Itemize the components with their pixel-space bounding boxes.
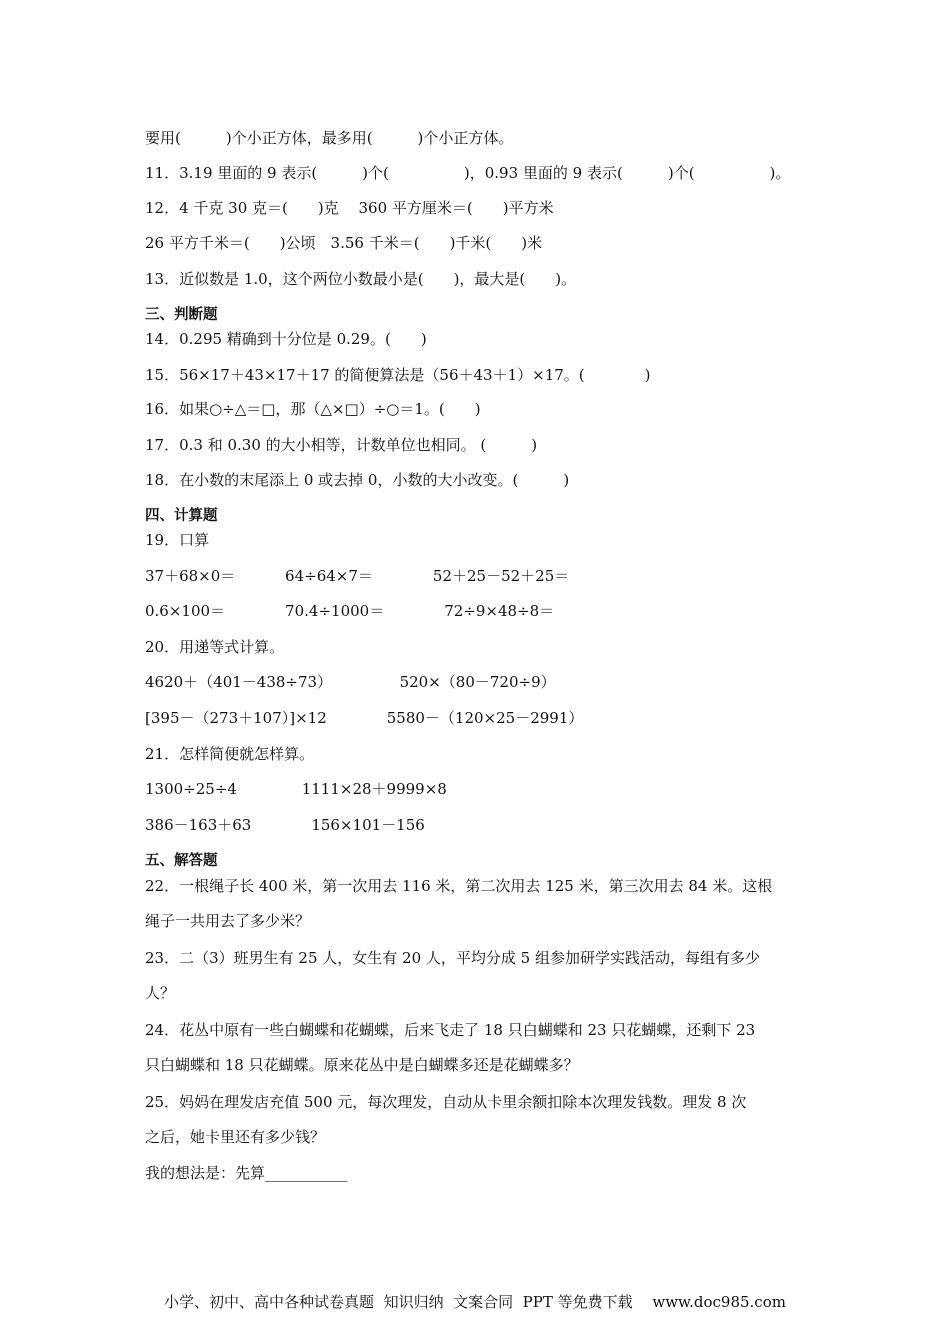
question-20: 20．用递等式计算。 [145,638,285,656]
footer-banner: 小学、初中、高中各种试卷真题 知识归纳 文案合同 PPT 等免费下载 www.doc985.com [164,1293,786,1311]
oral-calc-row-1: 37＋68×0＝ 64÷64×7＝ 52＋25－52＋25＝ [145,567,570,585]
question-22-line-2: 绳子一共用去了多少米？ [145,912,311,930]
question-25-line-1: 25．妈妈在理发店充值 500 元，每次理发，自动从卡里余额扣除本次理发钱数。理发 8 次 [145,1093,747,1111]
question-22-line-1: 22．一根绳子长 400 米，第一次用去 116 米，第二次用去 125 米，第三次用去 84 米。这根 [145,877,773,895]
question-23-line-2: 人？ [145,984,176,1002]
question-25-line-2: 之后，她卡里还有多少钱？ [145,1128,326,1146]
question-23-line-1: 23．二（3）班男生有 25 人，女生有 20 人，平均分成 5 组参加研学实践活动，每组有多少 [145,949,760,967]
question-11: 11．3.19 里面的 9 表示( )个( )，0.93 里面的 9 表示( )个( )。 [145,164,791,182]
section-heading-judgement: 三、判断题 [145,307,218,323]
question-14: 14．0.295 精确到十分位是 0.29。( ) [145,330,427,348]
step-calc-row-2: [395－（273＋107）]×12 5580－（120×25－2991） [145,709,584,727]
section-heading-calculation: 四、计算题 [145,508,218,524]
question-21: 21．怎样简便就怎样算。 [145,745,315,763]
question-18: 18．在小数的末尾添上 0 或去掉 0，小数的大小改变。( ) [145,471,570,489]
question-13: 13．近似数是 1.0，这个两位小数最小是( )，最大是( )。 [145,270,577,288]
simple-calc-row-1: 1300÷25÷4 1111×28＋9999×8 [145,780,447,798]
question-12-line-2: 26 平方千米＝( )公顷 3.56 千米＝( )千米( )米 [145,234,543,252]
question-19: 19．口算 [145,531,210,549]
question-17: 17．0.3 和 0.30 的大小相等，计数单位也相同。 ( ) [145,436,538,454]
section-heading-answers: 五、解答题 [145,853,218,869]
question-12-line-1: 12．4 千克 30 克＝( )克 360 平方厘米＝( )平方米 [145,199,554,217]
question-24-line-2: 只白蝴蝶和 18 只花蝴蝶。原来花丛中是白蝴蝶多还是花蝴蝶多？ [145,1056,579,1074]
question-24-line-1: 24．花丛中原有一些白蝴蝶和花蝴蝶，后来飞走了 18 只白蝴蝶和 23 只花蝴蝶，还剩下 23 [145,1021,756,1039]
question-10-continued: 要用( )个小正方体，最多用( )个小正方体。 [145,129,514,147]
step-calc-row-1: 4620＋（401－438÷73） 520×（80－720÷9） [145,673,556,691]
simple-calc-row-2: 386－163＋63 156×101－156 [145,816,425,834]
oral-calc-row-2: 0.6×100＝ 70.4÷1000＝ 72÷9×48÷8＝ [145,602,555,620]
answer-prompt: 我的想法是：先算___________ [145,1164,348,1182]
question-16: 16．如果○÷△＝□，那（△×□）÷○＝1。( ) [145,400,481,418]
question-15: 15．56×17＋43×17＋17 的简便算法是（56＋43＋1）×17。( ) [145,366,651,384]
